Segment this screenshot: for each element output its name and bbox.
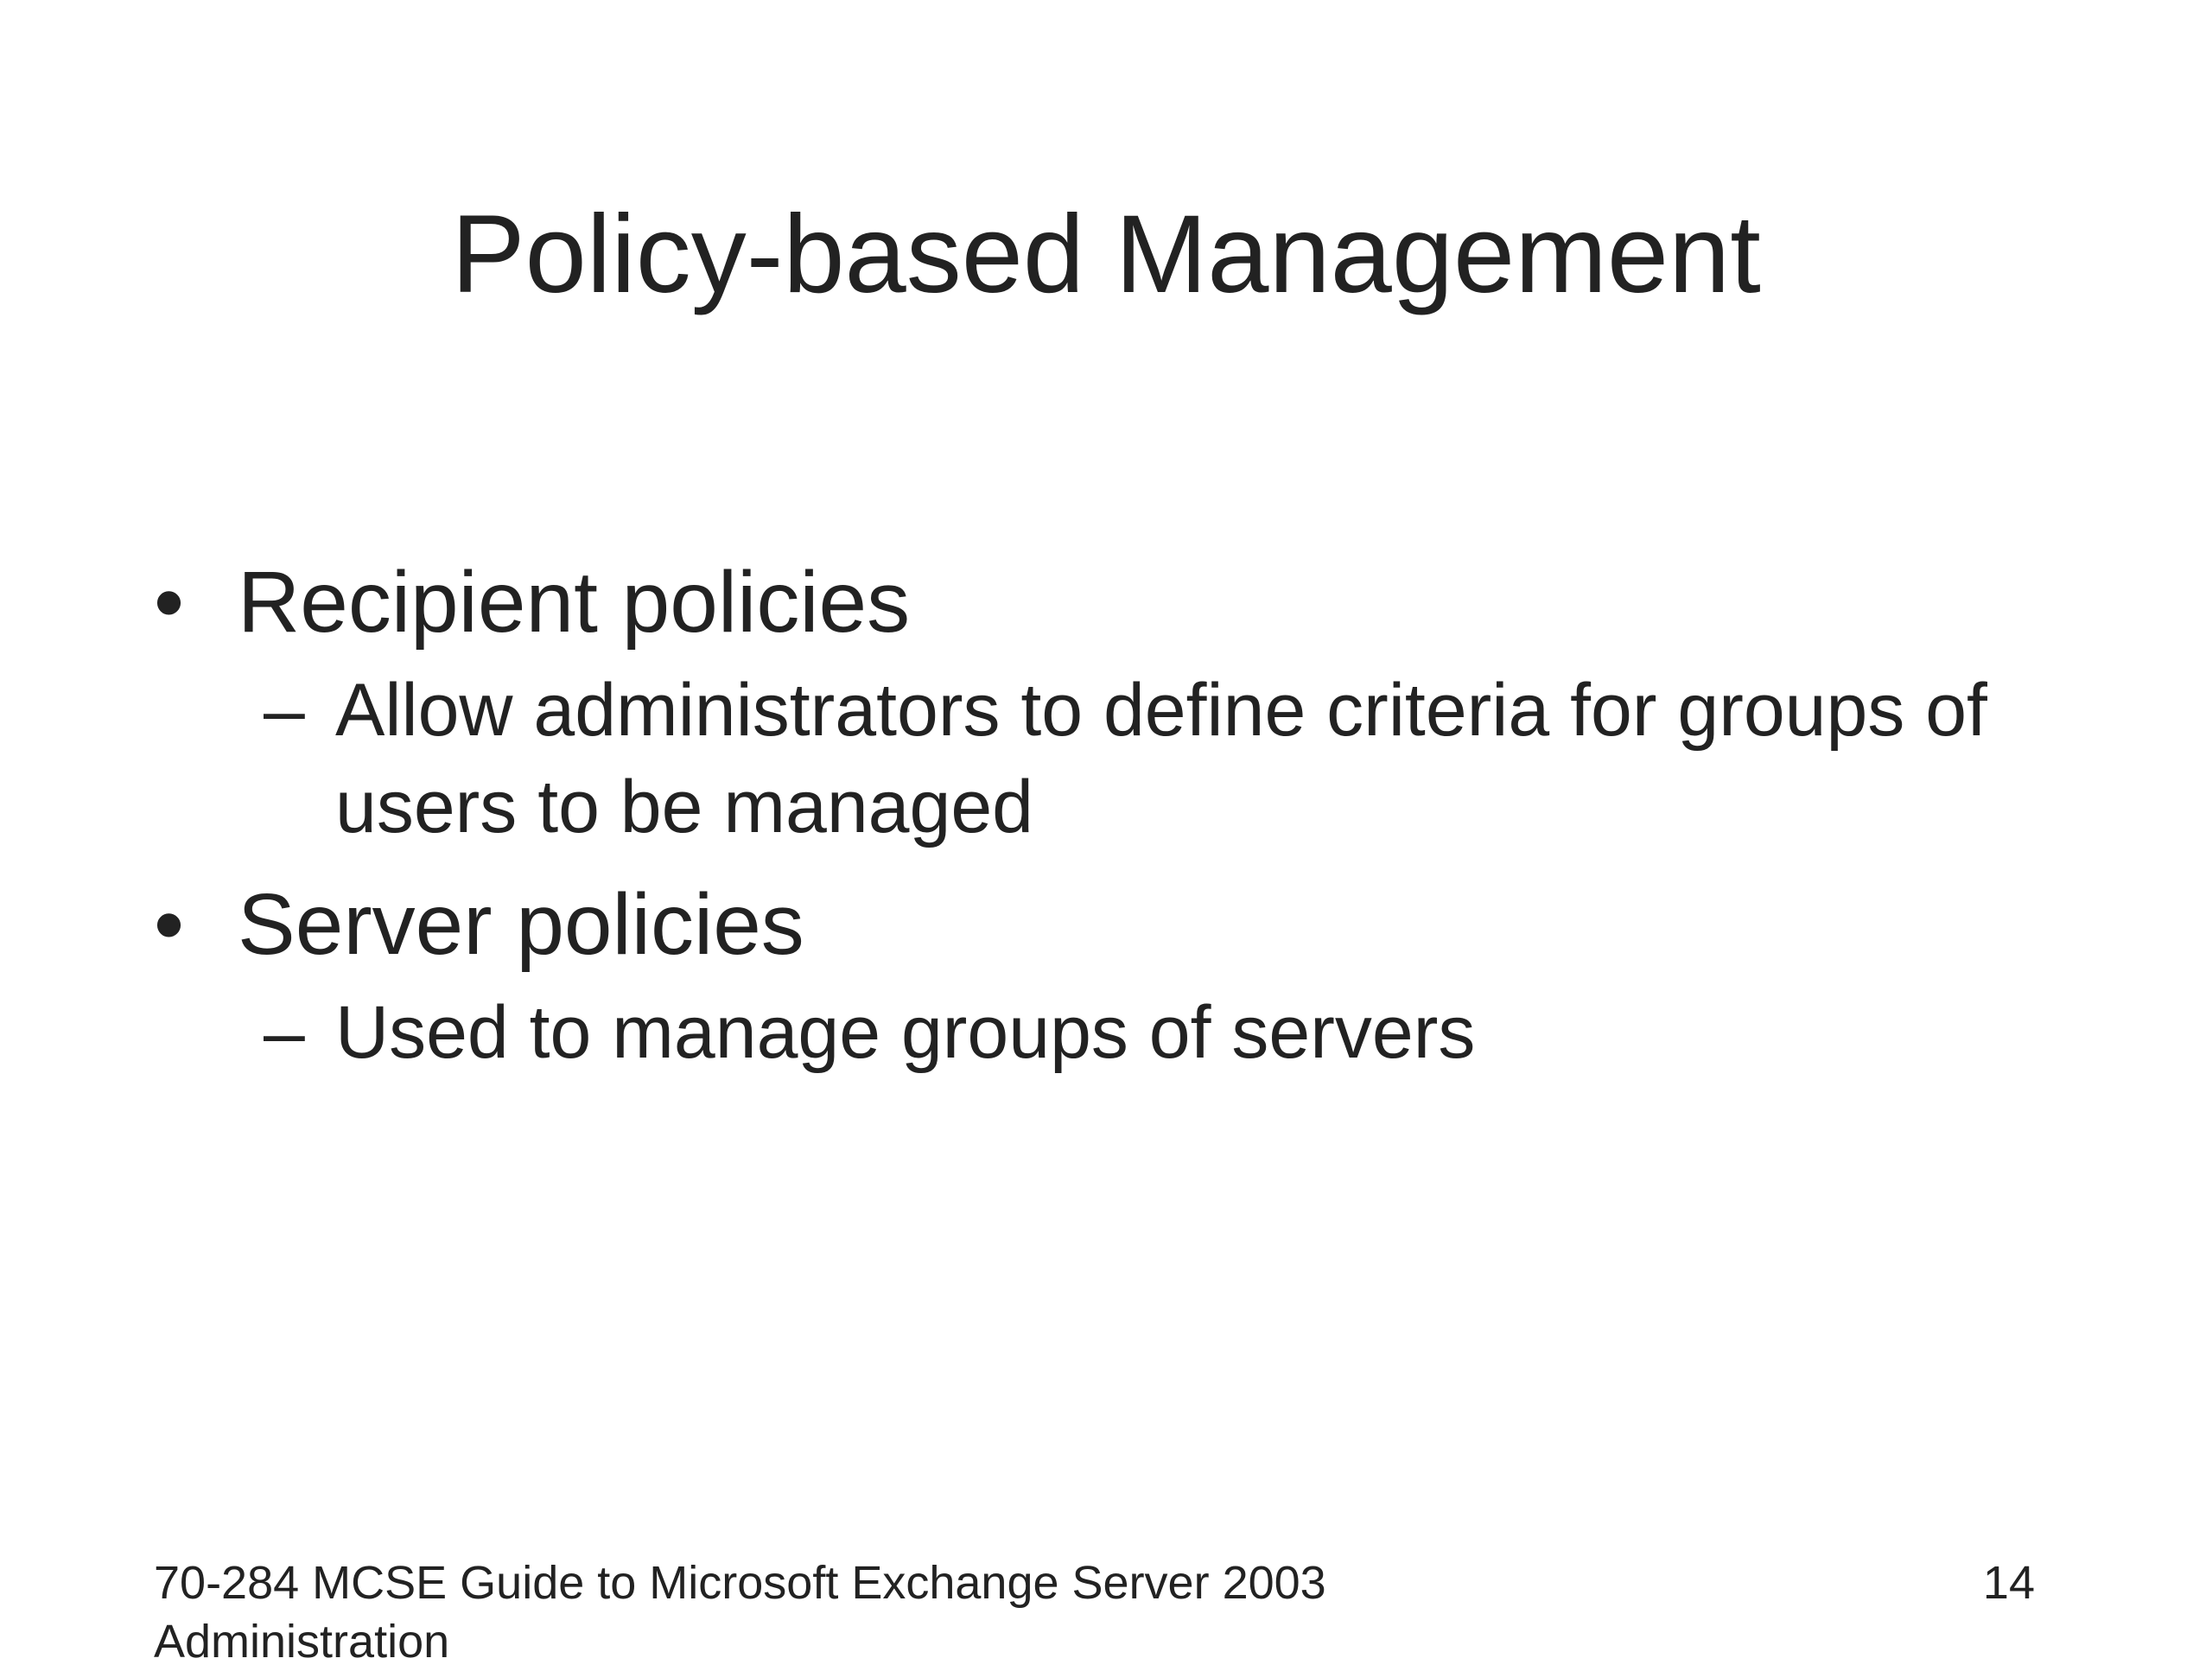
slide-title: Policy-based Management — [451, 193, 1761, 316]
bullet-item-recipient-policies — [147, 549, 2091, 657]
sub-bullet-item — [147, 662, 2091, 855]
bullet-item-server-policies — [147, 871, 2091, 979]
sub-bullet-text: Used to manage groups of servers — [335, 991, 1476, 1074]
dash-icon: – — [264, 669, 305, 752]
sub-bullet-text: Allow administrators to define criteria for groups of users to be managed — [335, 669, 1987, 848]
footer-course-title: 70-284 MCSE Guide to Microsoft Exchange Server 2003 Administration — [154, 1557, 1326, 1668]
page-number: 14 — [1982, 1557, 2035, 1609]
bullet-list — [147, 549, 2091, 1096]
bullet-text: Server policies — [238, 876, 804, 973]
bullet-icon: • — [154, 554, 185, 651]
sub-bullet-item — [147, 984, 2091, 1081]
bullet-icon: • — [154, 876, 185, 973]
dash-icon: – — [264, 991, 305, 1074]
bullet-text: Recipient policies — [238, 554, 911, 651]
